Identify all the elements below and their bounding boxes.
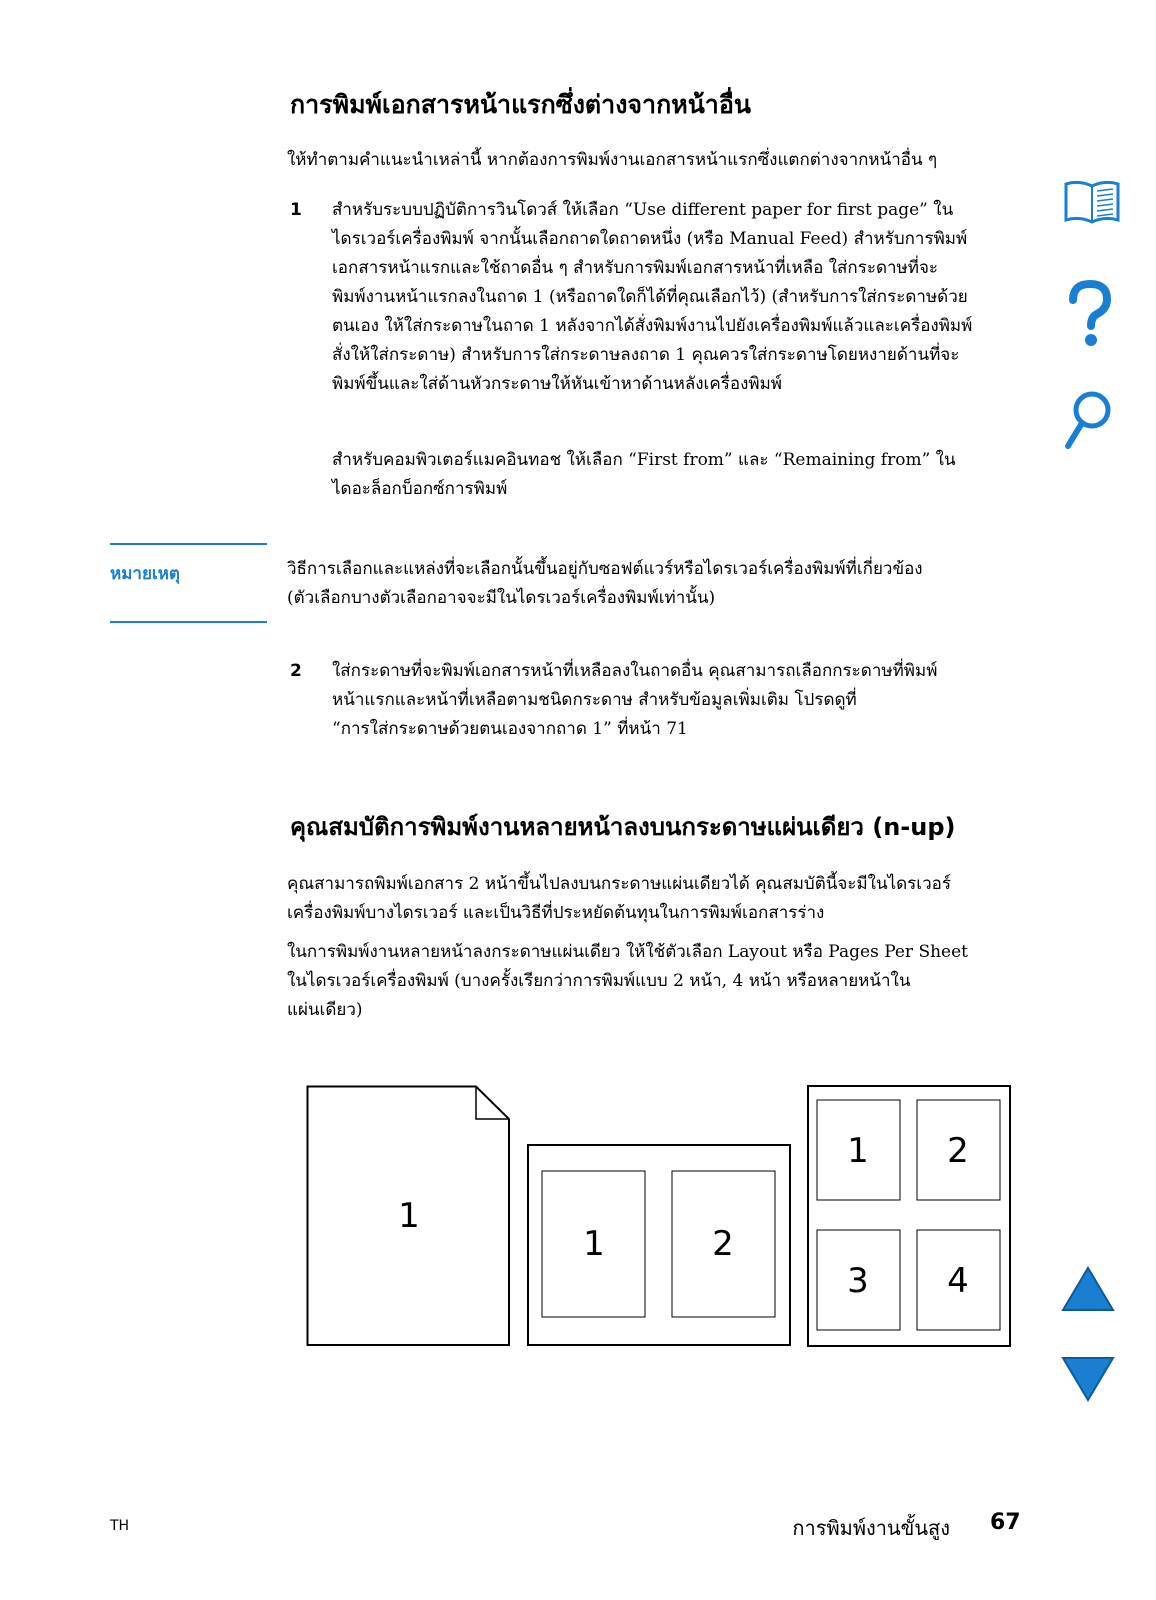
help-question-icon[interactable] xyxy=(1065,280,1115,350)
step-1-mac-text xyxy=(332,446,1052,504)
footer-section-title: การพิมพ์งานขั้นสูง xyxy=(792,1516,950,1540)
section-heading-first-page: การพิมพ์เอกสารหน้าแรกซึ่งต่างจากหน้าอื่น xyxy=(290,90,751,119)
next-page-triangle-icon[interactable] xyxy=(1060,1355,1116,1403)
step-number-2: 2 xyxy=(290,661,302,681)
step-1-line: ตนเอง ให้ใส่กระดาษในถาด 1 หลังจากได้สั่งพิมพ์งานไปยังเครื่องพิมพ์แล้วและเครื่องพิมพ์ xyxy=(332,316,973,336)
section-heading-n-up: คุณสมบัติการพิมพ์งานหลายหน้าลงบนกระดาษแผ่นเดียว (n-up) xyxy=(290,813,956,841)
note-line: วิธีการเลือกและแหล่งที่จะเลือกนั้นขึ้นอยู่กับซอฟต์แวร์หรือไดรเวอร์เครื่องพิมพ์ที่เกี่ยวข้อง xyxy=(287,559,923,579)
two-up-page-number: 1 xyxy=(583,1224,605,1264)
footer-page-number: 67 xyxy=(990,1510,1021,1535)
note-line: (ตัวเลือกบางตัวเลือกอาจจะมีในไดรเวอร์เครื่องพิมพ์เท่านั้น) xyxy=(287,588,716,608)
step-number-1: 1 xyxy=(290,200,302,220)
step-1-text xyxy=(332,196,1052,399)
n-up-paragraph-2 xyxy=(287,938,1047,1025)
step-1-line: ไดรเวอร์เครื่องพิมพ์ จากนั้นเลือกถาดใดถาดหนึ่ง (หรือ Manual Feed) สำหรับการพิมพ์ xyxy=(332,229,968,249)
book-icon[interactable] xyxy=(1062,178,1122,228)
step-2-line: ใส่กระดาษที่จะพิมพ์เอกสารหน้าที่เหลือลงในถาดอื่น คุณสามารถเลือกกระดาษที่พิมพ์ xyxy=(332,661,938,681)
magnifier-search-icon[interactable] xyxy=(1062,388,1117,453)
four-up-page-number: 3 xyxy=(847,1261,869,1301)
n-up-line: เครื่องพิมพ์บางไดรเวอร์ และเป็นวิธีที่ประหยัดต้นทุนในการพิมพ์เอกสารร่าง xyxy=(287,903,825,923)
four-up-page-number: 2 xyxy=(947,1131,969,1171)
note-text xyxy=(287,555,1047,613)
previous-page-triangle-icon[interactable] xyxy=(1060,1265,1116,1313)
n-up-line: ในการพิมพ์งานหลายหน้าลงกระดาษแผ่นเดียว ให้ใช้ตัวเลือก Layout หรือ Pages Per Sheet xyxy=(287,942,969,962)
n-up-paragraph-1 xyxy=(287,870,1047,928)
step-2-text xyxy=(332,657,1052,744)
two-up-page-number: 2 xyxy=(712,1224,734,1264)
step-1-line: พิมพ์งานหน้าแรกลงในถาด 1 (หรือถาดใดก็ได้ที่คุณเลือกไว้) (สำหรับการใส่กระดาษด้วย xyxy=(332,287,968,307)
n-up-line: แผ่นเดียว) xyxy=(287,1000,363,1020)
four-up-page-number: 1 xyxy=(847,1131,869,1171)
n-up-line: ในไดรเวอร์เครื่องพิมพ์ (บางครั้งเรียกว่าการพิมพ์แบบ 2 หน้า, 4 หน้า หรือหลายหน้าใน xyxy=(287,971,911,991)
step-2-line: “การใส่กระดาษด้วยตนเองจากถาด 1” ที่หน้า 71 xyxy=(332,719,688,739)
single-page-number: 1 xyxy=(398,1196,420,1236)
note-top-rule xyxy=(110,543,267,545)
intro-paragraph: ให้ทำตามคำแนะนำเหล่านี้ หากต้องการพิมพ์งานเอกสารหน้าแรกซึ่งแตกต่างจากหน้าอื่น ๆ xyxy=(287,150,938,170)
note-label: หมายเหตุ xyxy=(110,564,180,584)
step-1-line: สั่งให้ใส่กระดาษ) สำหรับการใส่กระดาษลงถาด 1 คุณควรใส่กระดาษโดยหงายด้านที่จะ xyxy=(332,345,960,365)
note-bottom-rule xyxy=(110,621,267,623)
step-1-line: เอกสารหน้าแรกและใช้ถาดอื่น ๆ สำหรับการพิมพ์เอกสารหน้าที่เหลือ ใส่กระดาษที่จะ xyxy=(332,258,939,278)
step-1-mac-line: สำหรับคอมพิวเตอร์แมคอินทอช ให้เลือก “First from” และ “Remaining from” ใน xyxy=(332,450,956,470)
step-1-line: พิมพ์ขึ้นและใส่ด้านหัวกระดาษให้หันเข้าหาด้านหลังเครื่องพิมพ์ xyxy=(332,374,782,394)
footer-language: TH xyxy=(110,1518,130,1534)
n-up-line: คุณสามารถพิมพ์เอกสาร 2 หน้าขึ้นไปลงบนกระดาษแผ่นเดียวได้ คุณสมบัตินี้จะมีในไดรเวอร์ xyxy=(287,874,951,894)
step-1-line: สำหรับระบบปฏิบัติการวินโดวส์ ให้เลือก “Use different paper for first page” ใน xyxy=(332,200,954,220)
step-2-line: หน้าแรกและหน้าที่เหลือตามชนิดกระดาษ สำหรับข้อมูลเพิ่มเติม โปรดดูที่ xyxy=(332,690,857,710)
n-up-illustration xyxy=(306,1085,1026,1360)
four-up-page-number: 4 xyxy=(947,1261,969,1301)
step-1-mac-line: ไดอะล็อกบ็อกซ์การพิมพ์ xyxy=(332,479,508,499)
